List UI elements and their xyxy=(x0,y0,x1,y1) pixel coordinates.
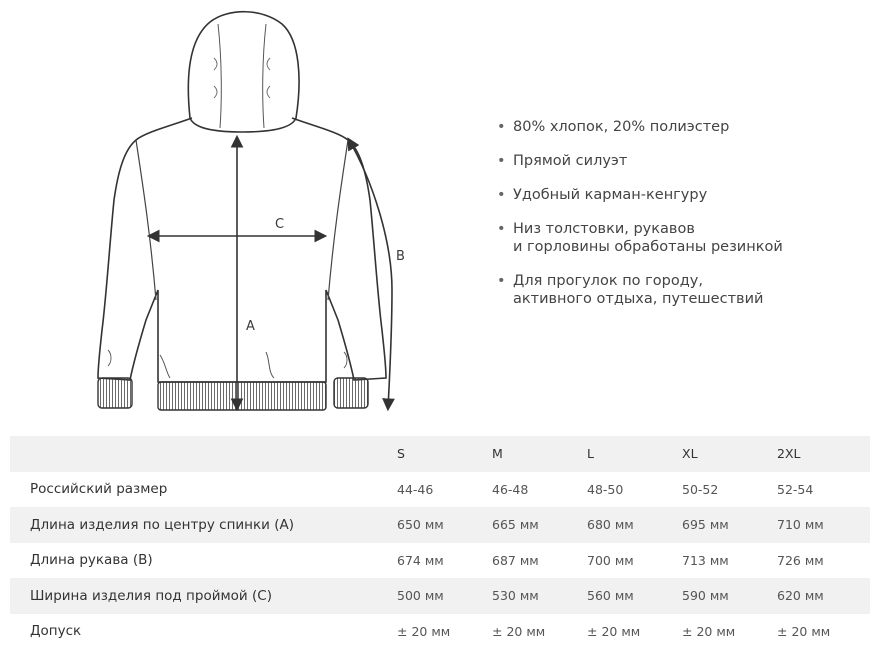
table-cell: 50-52 xyxy=(682,481,719,497)
size-header-row xyxy=(10,436,870,472)
bullet-icon: • xyxy=(497,153,506,169)
feature-item: • Удобный карман-кенгуру xyxy=(497,187,708,203)
table-cell: 560 мм xyxy=(587,588,634,604)
table-row xyxy=(10,472,870,508)
table-cell: ± 20 мм xyxy=(682,623,736,639)
feature-item: • Прямой силуэт xyxy=(497,153,628,169)
size-header-xl: XL xyxy=(682,446,698,462)
feature-item: • 80% хлопок, 20% полиэстер xyxy=(497,119,730,135)
table-cell: 650 мм xyxy=(397,517,444,533)
table-row xyxy=(10,543,870,579)
sleeve-fold-right xyxy=(344,352,347,368)
hoodie-diagram xyxy=(0,0,440,430)
row-label: Длина рукава (В) xyxy=(30,552,153,569)
bullet-icon: • xyxy=(497,273,506,289)
table-cell: 695 мм xyxy=(682,517,729,533)
size-header-s: S xyxy=(397,446,405,462)
table-cell: 500 мм xyxy=(397,588,444,604)
table-row xyxy=(10,614,870,650)
table-cell: 48-50 xyxy=(587,481,624,497)
size-header-m: M xyxy=(492,446,503,462)
left-cuff xyxy=(98,378,132,408)
table-cell: 713 мм xyxy=(682,552,729,568)
table-cell: 674 мм xyxy=(397,552,444,568)
table-cell: ± 20 мм xyxy=(492,623,546,639)
table-row xyxy=(10,507,870,543)
table-cell: 620 мм xyxy=(777,588,824,604)
right-cuff xyxy=(334,378,368,408)
dimension-a-label: A xyxy=(246,319,255,334)
table-cell: 530 мм xyxy=(492,588,539,604)
header-empty-cell xyxy=(10,436,397,472)
table-cell: 710 мм xyxy=(777,517,824,533)
table-cell: 46-48 xyxy=(492,481,529,497)
table-cell: 700 мм xyxy=(587,552,634,568)
table-cell: 52-54 xyxy=(777,481,814,497)
feature-item: • Низ толстовки, рукавов и горловины обработаны резинкой xyxy=(497,221,783,255)
bullet-icon: • xyxy=(497,187,506,203)
sleeve-fold-left xyxy=(108,350,111,366)
body-outline xyxy=(98,118,386,382)
size-header-l: L xyxy=(587,446,594,462)
hood-outline xyxy=(188,12,299,132)
size-header-2xl: 2XL xyxy=(777,446,801,462)
table-cell: 590 мм xyxy=(682,588,729,604)
row-label: Российский размер xyxy=(30,481,168,498)
table-cell: 687 мм xyxy=(492,552,539,568)
right-sleeve-seam xyxy=(328,140,348,300)
left-sleeve-seam xyxy=(136,140,156,300)
feature-item: • Для прогулок по городу, активного отдыха, путешествий xyxy=(497,273,764,307)
row-label: Ширина изделия под проймой (С) xyxy=(30,587,272,604)
row-label: Допуск xyxy=(30,623,82,640)
table-cell: ± 20 мм xyxy=(587,623,641,639)
table-cell: ± 20 мм xyxy=(777,623,831,639)
pocket-left-edge xyxy=(160,355,170,378)
table-cell: 680 мм xyxy=(587,517,634,533)
table-cell: ± 20 мм xyxy=(397,623,451,639)
pocket-right-edge xyxy=(266,352,274,378)
table-cell: 726 мм xyxy=(777,552,824,568)
bullet-icon: • xyxy=(497,119,506,135)
table-cell: 665 мм xyxy=(492,517,539,533)
waistband xyxy=(158,382,326,410)
size-table xyxy=(10,436,870,649)
feature-list xyxy=(497,118,867,324)
row-label: Длина изделия по центру спинки (А) xyxy=(30,516,294,533)
bullet-icon: • xyxy=(497,221,506,237)
table-cell: 44-46 xyxy=(397,481,434,497)
dimension-c-label: C xyxy=(275,217,285,232)
dimension-b-label: B xyxy=(396,249,405,264)
table-row xyxy=(10,578,870,614)
